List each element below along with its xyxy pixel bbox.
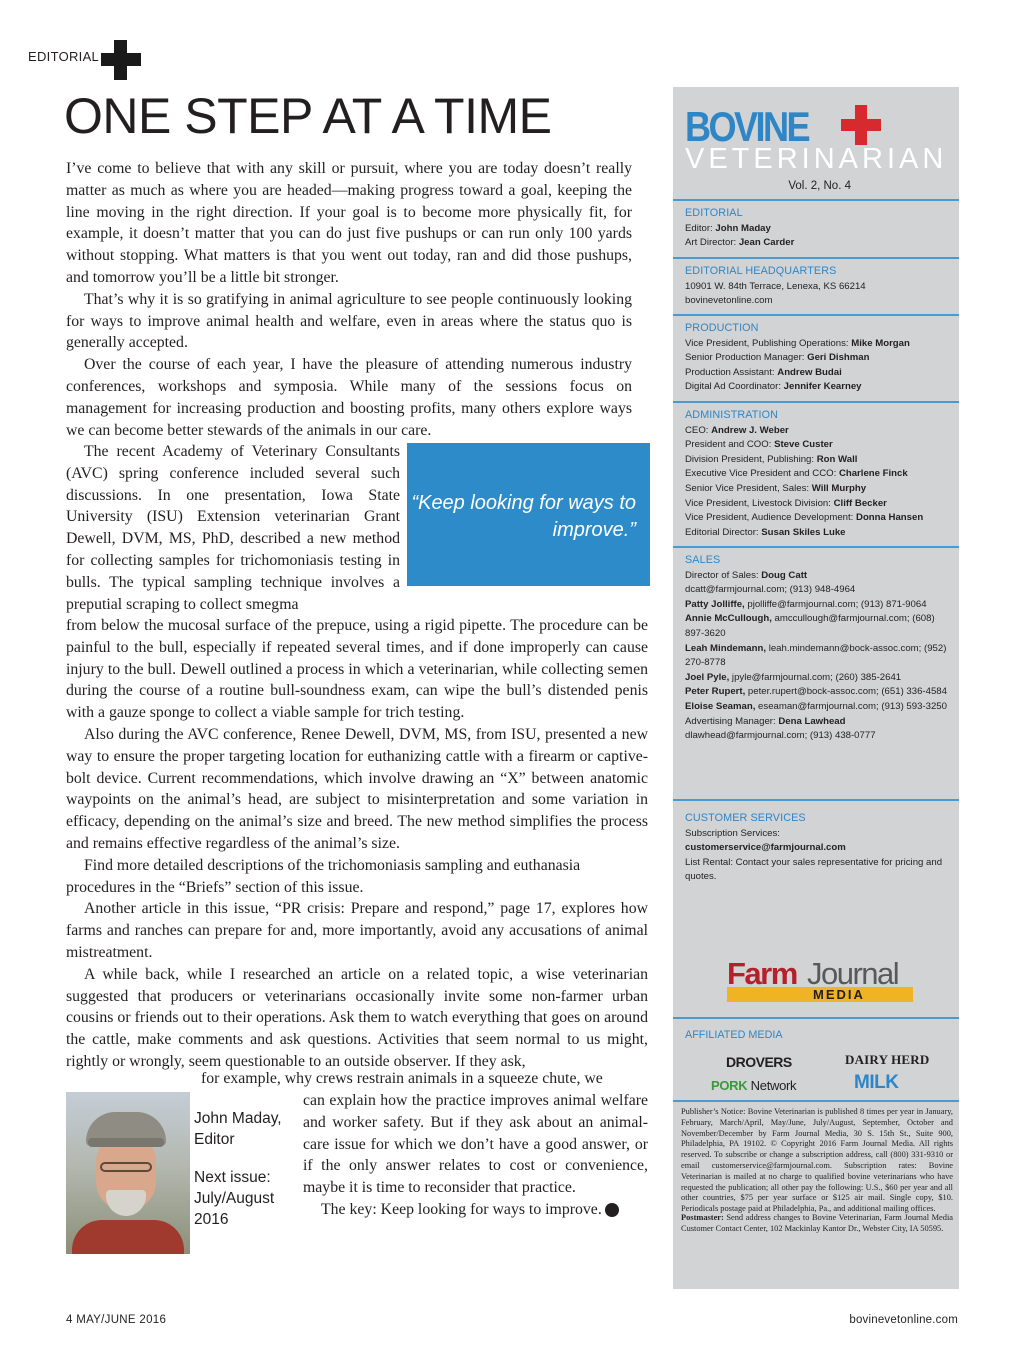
staff-name: Cliff Becker bbox=[833, 497, 887, 509]
staff-name: Annie McCullough, bbox=[685, 613, 772, 625]
subscription-label: Subscription Services: bbox=[685, 827, 780, 839]
divider bbox=[673, 1017, 959, 1019]
role-label: CEO: bbox=[685, 424, 712, 436]
website: bovinevetonline.com bbox=[685, 295, 773, 307]
paragraph: Another article in this issue, “PR crisis: Prepare and respond,” page 17, explores how farms and ranches can prepare for and, more importantly, avoid any accusations of animal mistreatment. bbox=[66, 900, 648, 961]
staff-name: Leah Mindemann, bbox=[685, 642, 767, 654]
staff-name: Dena Lawhead bbox=[778, 715, 846, 727]
staff-name: Jennifer Kearney bbox=[783, 381, 862, 393]
next-issue-date: July/August bbox=[194, 1190, 275, 1207]
staff-name: Susan Skiles Luke bbox=[761, 526, 846, 538]
article-column-end bbox=[303, 1090, 648, 1221]
farm-journal-media-logo bbox=[727, 957, 913, 1005]
affiliated-media-heading: AFFILIATED MEDIA bbox=[685, 1029, 783, 1041]
article-column-wrap bbox=[66, 441, 400, 615]
section-heading: EDITORIAL bbox=[685, 207, 743, 219]
subscription-email: customerservice@farmjournal.com bbox=[685, 842, 846, 854]
staff-name: Peter Rupert, bbox=[685, 686, 746, 698]
closing-line: The key: Keep looking for ways to improve. bbox=[321, 1200, 602, 1218]
paragraph: Find more detailed descriptions of the trichomoniasis sampling and euthanasia procedures in the “Briefs” section of this issue. bbox=[66, 856, 581, 896]
contact: dlawhead@farmjournal.com; (913) 438-0777 bbox=[685, 730, 876, 742]
role-label: Vice President, Audience Development: bbox=[685, 512, 857, 524]
masthead-sidebar bbox=[673, 87, 959, 1289]
staff-name: John Maday bbox=[715, 222, 771, 234]
staff-name: Andrew J. Weber bbox=[711, 424, 789, 436]
closing-paragraph bbox=[303, 1199, 648, 1221]
milk-logo: MILK bbox=[854, 1072, 899, 1093]
dairy-herd-logo: DAIRY HERD bbox=[845, 1052, 930, 1067]
paragraph-line: for example, why crews restrain animals in a squeeze chute, we bbox=[201, 1070, 603, 1087]
contact: dcatt@farmjournal.com; (913) 948-4964 bbox=[685, 584, 856, 596]
pork-text: PORK bbox=[711, 1078, 748, 1093]
drovers-logo: DROVERS bbox=[726, 1054, 792, 1070]
logo-journal-text: Journal bbox=[807, 956, 899, 991]
staff-name: Eloise Seaman, bbox=[685, 700, 756, 712]
red-cross-icon bbox=[841, 105, 881, 145]
divider bbox=[673, 401, 959, 403]
cross-icon bbox=[101, 40, 141, 80]
contact: pjolliffe@farmjournal.com; (913) 871-9064 bbox=[744, 598, 927, 610]
role-label: Vice President, Publishing Operations: bbox=[685, 337, 852, 349]
staff-name: Doug Catt bbox=[761, 569, 808, 581]
staff-name: Steve Custer bbox=[774, 439, 833, 451]
contact: amccullough@farmjournal.com; (608) 897-3620 bbox=[685, 613, 935, 639]
contact: jpyle@farmjournal.com; (260) 385-2641 bbox=[729, 671, 902, 683]
article-column-main bbox=[66, 615, 648, 1073]
divider bbox=[673, 799, 959, 801]
pull-quote-box bbox=[407, 443, 650, 586]
next-issue-label: Next issue: bbox=[194, 1169, 271, 1186]
logo-veterinarian: VETERINARIAN bbox=[685, 143, 948, 175]
paragraph: The recent Academy of Veterinary Consultants (AVC) spring conference included several such discussions. In one presentation, Iowa State University (ISU) Extension veterinarian Grant Dewell, DVM, MS, PhD, described a new method for collecting samples for trichomoniasis testing in bulls. The typical sampling technique involves a preputial scraping to collect smegma bbox=[66, 443, 400, 613]
footer-url: bovinevetonline.com bbox=[849, 1314, 958, 1326]
contact: leah.mindemann@bock-assoc.com; (952) 270-8778 bbox=[685, 642, 947, 669]
section-heading: SALES bbox=[685, 554, 721, 566]
paragraph: Over the course of each year, I have the pleasure of attending numerous industry conferences, workshops and symposia. While many of the sessions focus on management for increasing production and boosting profits, many others explore ways we can become better stewards of the animals in our care. bbox=[66, 356, 632, 439]
staff-name: Ron Wall bbox=[816, 453, 858, 465]
role-label: Executive Vice President and CCO: bbox=[685, 468, 839, 480]
end-mark-icon: BV bbox=[605, 1203, 619, 1217]
role-label: Division President, Publishing: bbox=[685, 453, 817, 465]
logo-media-text: MEDIA bbox=[813, 987, 865, 1002]
divider bbox=[673, 546, 959, 548]
role-label: Art Director: bbox=[685, 237, 739, 249]
staff-name: Joel Pyle, bbox=[685, 671, 730, 683]
staff-name: Charlene Finck bbox=[838, 468, 908, 480]
masthead-editorial bbox=[685, 206, 947, 251]
editor-role: Editor bbox=[194, 1131, 235, 1148]
role-label: Digital Ad Coordinator: bbox=[685, 381, 784, 393]
staff-name: Donna Hansen bbox=[856, 512, 924, 524]
role-label: Production Assistant: bbox=[685, 366, 778, 378]
editor-name: John Maday, bbox=[194, 1110, 282, 1127]
section-heading: PRODUCTION bbox=[685, 322, 759, 334]
masthead-sales bbox=[685, 553, 947, 744]
logo-farm-text: Farm bbox=[727, 956, 797, 991]
staff-name: Geri Dishman bbox=[807, 352, 870, 364]
editor-photo bbox=[66, 1092, 190, 1254]
role-label: Editorial Director: bbox=[685, 526, 762, 538]
postmaster-notice bbox=[681, 1213, 953, 1235]
role-label: Director of Sales: bbox=[685, 569, 762, 581]
editor-caption bbox=[194, 1108, 302, 1230]
masthead-administration bbox=[685, 408, 947, 540]
section-heading: ADMINISTRATION bbox=[685, 409, 778, 421]
list-rental: List Rental: Contact your sales representative for pricing and quotes. bbox=[685, 856, 943, 883]
masthead-customer-services bbox=[685, 811, 947, 885]
address: 10901 W. 84th Terrace, Lenexa, KS 66214 bbox=[685, 280, 866, 292]
role-label: Advertising Manager: bbox=[685, 715, 779, 727]
page-folio: 4 MAY/JUNE 2016 bbox=[66, 1314, 167, 1326]
paragraph: A while back, while I researched an article on a related topic, a wise veterinarian suggested that producers or veterinarians occasionally invite some non-farmer urban cousins or friends out to their operations. Ask them to watch everything that goes on around the cattle, make comments and ask questions. Activities that seem normal to us might, rightly or wrongly, seem questionable to an outside observer. If they ask, bbox=[66, 965, 648, 1070]
section-heading: CUSTOMER SERVICES bbox=[685, 812, 806, 824]
section-kicker: EDITORIAL bbox=[28, 49, 100, 64]
divider bbox=[673, 257, 959, 259]
postmaster-text: Send address changes to Bovine Veterinarian, Farm Journal Media Customer Contact Center, 102 Mackinlay Kantor Dr., Webster City, IA 50595. bbox=[681, 1213, 953, 1233]
article-column-top bbox=[66, 158, 632, 441]
postmaster-label: Postmaster: bbox=[681, 1213, 727, 1222]
role-label: Editor: bbox=[685, 222, 716, 234]
role-label: President and COO: bbox=[685, 439, 775, 451]
paragraph: I’ve come to believe that with any skill or pursuit, where you are today doesn’t really matter as much as where you are headed—making progress toward a goal, keeping the line moving in the right direction. If your goal is to become more physically fit, for example, it doesn’t matter that you can do just five pushups or can run only 100 yards without stopping. What matters is that you went out today, ran and did those pushups, and tomorrow you’ll be a little bit stronger. bbox=[66, 160, 632, 286]
network-text: Network bbox=[750, 1078, 797, 1093]
staff-name: Will Murphy bbox=[811, 482, 867, 494]
divider bbox=[673, 199, 959, 201]
staff-name: Mike Morgan bbox=[851, 337, 910, 349]
staff-name: Patty Jolliffe, bbox=[685, 598, 745, 610]
role-label: Vice President, Livestock Division: bbox=[685, 497, 834, 509]
staff-name: Jean Carder bbox=[738, 237, 795, 249]
paragraph: Also during the AVC conference, Renee Dewell, DVM, MS, from ISU, presented a new way to ensure the proper targeting location for euthanizing cattle with a firearm or captive-bolt device. Current recommendations, which involve drawing an “X” between anatomic waypoints on the animal’s head, are subject to misinterpretation and some variation in efficacy, depending on the animal’s size and breed. The new method simplifies the process and remains effective regardless of the animal’s size. bbox=[66, 725, 648, 852]
divider bbox=[673, 1100, 959, 1102]
logo-bovine: BOVINE bbox=[685, 103, 809, 150]
masthead-headquarters bbox=[685, 264, 947, 309]
pork-network-logo bbox=[711, 1077, 796, 1095]
paragraph: That’s why it is so gratifying in animal agriculture to see people continuously looking for ways to improve animal health and welfare, even in areas where the status quo is generally accepted. bbox=[66, 290, 632, 352]
staff-name: Andrew Budai bbox=[777, 366, 842, 378]
section-heading: EDITORIAL HEADQUARTERS bbox=[685, 265, 837, 277]
paragraph: from below the mucosal surface of the prepuce, using a rigid pipette. The procedure can be painful to the bull, especially if repeated several times, and if done improperly can cause injury to the bull. Dewell outlined a process in which a veterinarian, while collecting semen during the course of a routine bull-soundness exam, can wipe the bull’s distended penis with a gauze sponge to collect a viable sample for trich testing. bbox=[66, 617, 648, 722]
divider bbox=[673, 314, 959, 316]
next-issue-year: 2016 bbox=[194, 1211, 229, 1228]
publishers-notice: Publisher’s Notice: Bovine Veterinarian is published 8 times per year in January, February, March/April, May/June, July/August, September, October and November/December by Farm Journal Media, 30 S. 15th St., Suite 900, Philadelphia, PA 19102. © Copyright 2016 Farm Journal Media. All rights reserved. To subscribe or change a subscription address, call (800) 331-9310 or email customerservice@farmjournal.com. Subscription rates: Bovine Veterinarian is mailed at no charge to qualified bovine veterinarians who have requested the publication; all other pay the following: U.S., $60 per year and all other countries, $75 per year surface or $125 air mail. Single copy, $10. Periodicals postage paid at Philadelphia, Pa., and additional mailing offices. bbox=[681, 1107, 953, 1214]
role-label: Senior Production Manager: bbox=[685, 352, 808, 364]
contact: peter.rupert@bock-assoc.com; (651) 336-4584 bbox=[745, 686, 947, 698]
masthead-production bbox=[685, 321, 947, 395]
contact: eseaman@farmjournal.com; (913) 593-3250 bbox=[755, 700, 947, 712]
volume-number: Vol. 2, No. 4 bbox=[788, 180, 851, 192]
page-title: ONE STEP AT A TIME bbox=[64, 88, 552, 144]
role-label: Senior Vice President, Sales: bbox=[685, 482, 812, 494]
pull-quote: “Keep looking for ways to improve.” bbox=[411, 492, 636, 541]
paragraph: can explain how the practice improves animal welfare and worker safety. But if they ask about an animal-care issue for which we don’t have a good answer, or if the only answer relates to cost or convenience, maybe it is time to reconsider that practice. bbox=[303, 1092, 648, 1197]
